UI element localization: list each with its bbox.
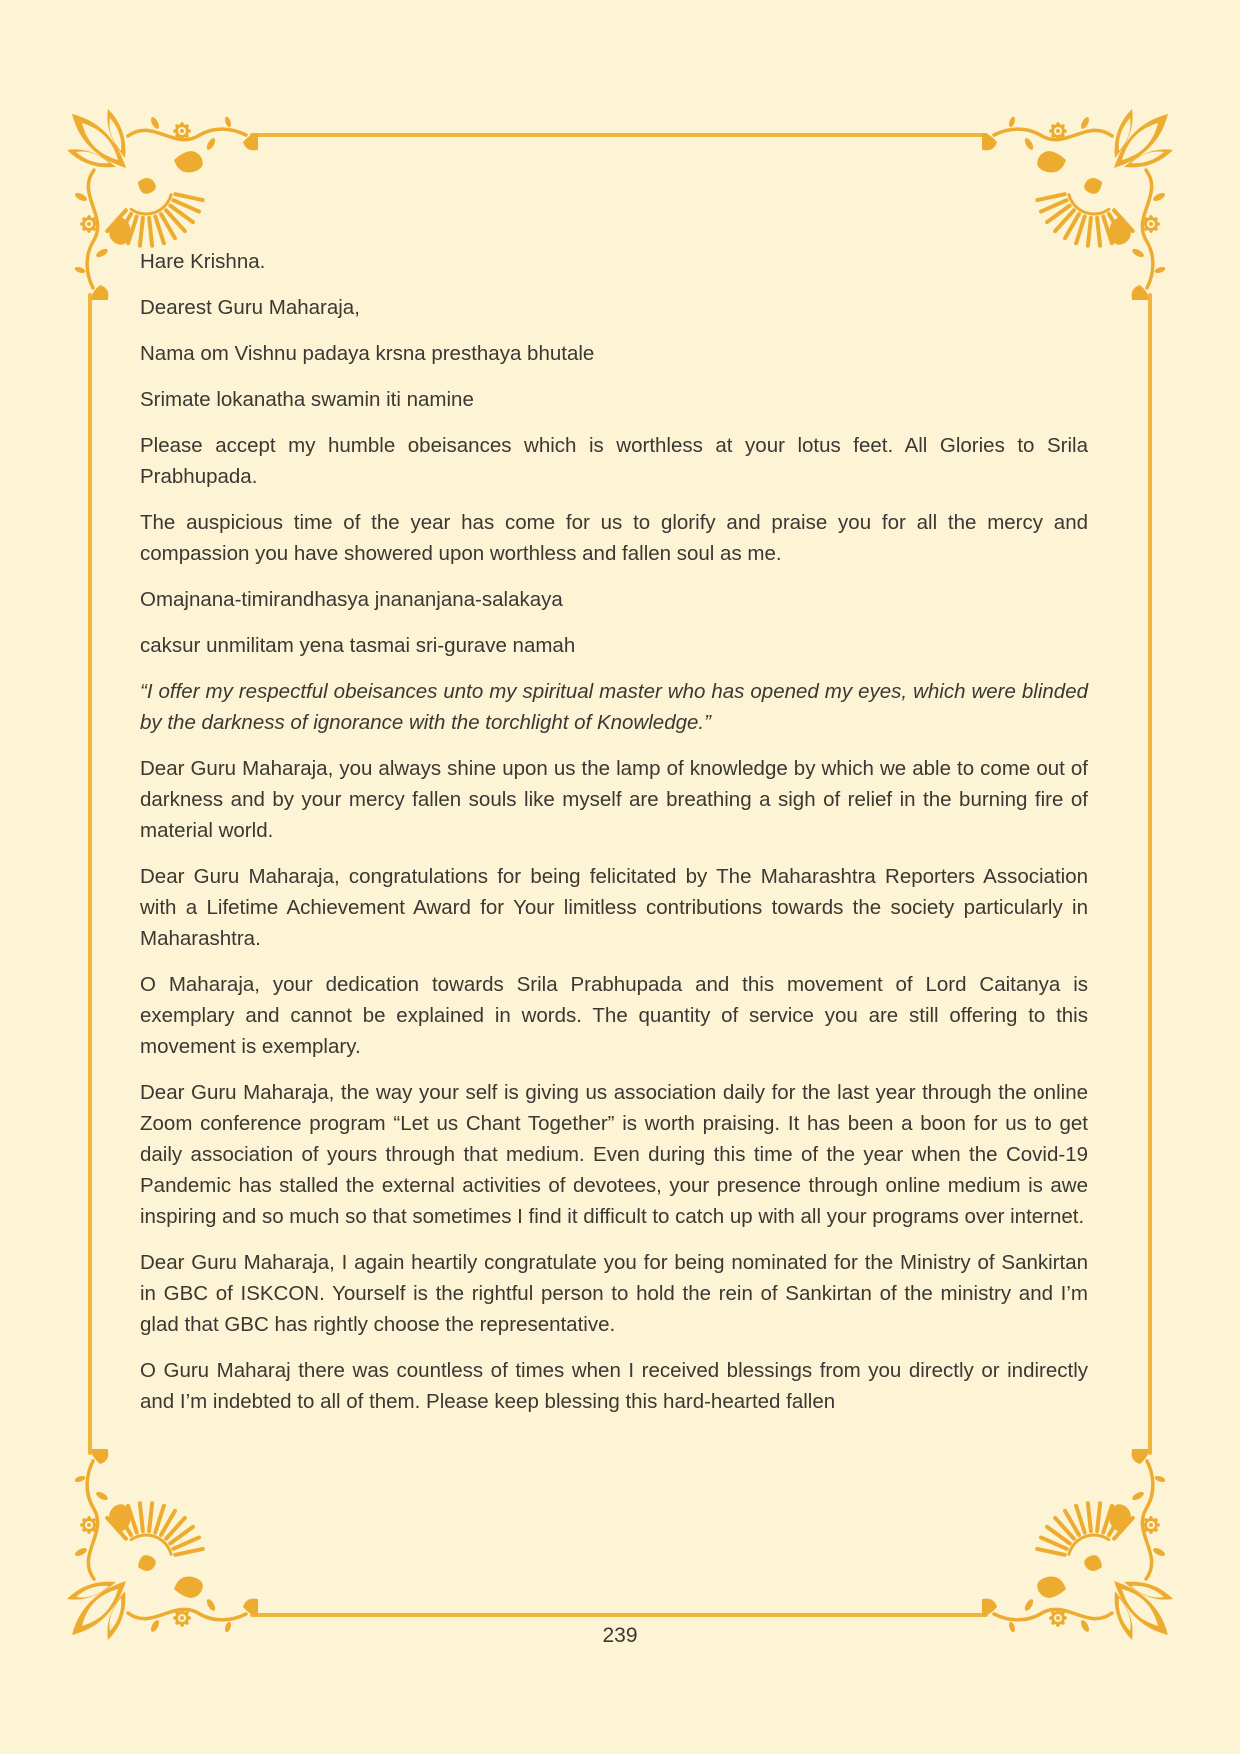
floral-corner-ornament-bottom-right (982, 1449, 1178, 1645)
floral-corner-ornament-bottom-left (62, 1449, 258, 1645)
letter-body (140, 246, 1088, 1432)
letter-paragraph: The auspicious time of the year has come for us to glorify and praise you for all the mercy and compassion you have showered upon worthless and fallen soul as me. (140, 511, 1088, 565)
border-line-right (1148, 293, 1152, 1455)
letter-paragraph: Please accept my humble obeisances which is worthless at your lotus feet. All Glories to Srila Prabhupada. (140, 434, 1088, 488)
letter-paragraph: O Maharaja, your dedication towards Srila Prabhupada and this movement of Lord Caitanya is exemplary and cannot be explained in words. The quantity of service you are still offering to this movement is exemplary. (140, 973, 1088, 1058)
letter-paragraph: Dear Guru Maharaja, I again heartily congratulate you for being nominated for the Ministry of Sankirtan in GBC of ISKCON. Yourself is the rightful person to hold the rein of Sankirtan of the ministry and I’m glad that GBC has rightly choose the representative. (140, 1251, 1088, 1336)
letter-paragraph: Dear Guru Maharaja, congratulations for being felicitated by The Maharashtra Reporters Association with a Lifetime Achievement Award for Your limitless contributions towards the society particularly in Maharashtra. (140, 865, 1088, 950)
letter-paragraph: Srimate lokanatha swamin iti namine (140, 388, 474, 411)
letter-paragraph: caksur unmilitam yena tasmai sri-gurave namah (140, 634, 576, 657)
letter-paragraph: O Guru Maharaj there was countless of times when I received blessings from you directly or indirectly and I’m indebted to all of them. Please keep blessing this hard-hearted fallen (140, 1359, 1088, 1413)
letter-paragraph: Dear Guru Maharaja, the way your self is giving us association daily for the last year through the online Zoom conference program “Let us Chant Together” is worth praising. It has been a boon for us to get daily association of yours through that medium. Even during this time of the year when the Covid-19 Pandemic has stalled the external activities of devotees, your presence through online medium is awe inspiring and so much so that sometimes I find it difficult to catch up with all your programs over internet. (140, 1081, 1088, 1228)
page-number: 239 (602, 1624, 638, 1647)
border-line-left (88, 293, 92, 1455)
letter-paragraph: Omajnana-timirandhasya jnananjana-salakaya (140, 588, 563, 611)
border-line-bottom (250, 1613, 988, 1617)
letter-paragraph: “I offer my respectful obeisances unto my spiritual master who has opened my eyes, which were blinded by the darkness of ignorance with the torchlight of Knowledge.” (140, 680, 1088, 734)
letter-paragraph: Nama om Vishnu padaya krsna presthaya bhutale (140, 342, 595, 365)
letter-paragraph: Dearest Guru Maharaja, (140, 296, 360, 319)
letter-paragraph: Dear Guru Maharaja, you always shine upon us the lamp of knowledge by which we able to come out of darkness and by your mercy fallen souls like myself are breathing a sigh of relief in the burning fire of material world. (140, 757, 1088, 842)
border-line-top (250, 133, 988, 137)
letter-paragraph: Hare Krishna. (140, 250, 266, 273)
